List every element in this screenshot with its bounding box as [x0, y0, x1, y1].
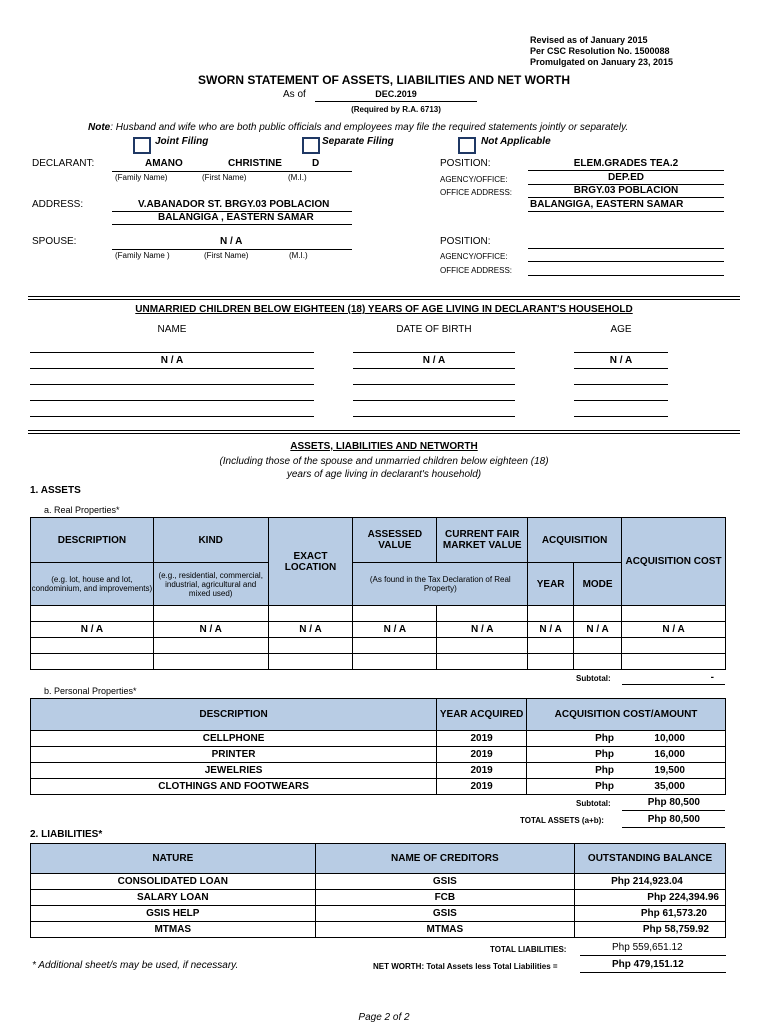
form-title: SWORN STATEMENT OF ASSETS, LIABILITIES AND NET WORTH: [198, 73, 570, 87]
joint-filing-checkbox[interactable]: [133, 137, 151, 154]
liability-row: [31, 890, 726, 906]
office-address-label: OFFICE ADDRESS:: [440, 188, 513, 197]
liability-creditor[interactable]: GSIS: [315, 874, 575, 890]
personal-row-amount[interactable]: 10,000: [654, 733, 685, 744]
real-fair-market-value-header: CURRENT FAIR MARKET VALUE: [437, 518, 528, 563]
real-assessed-value-header: ASSESSED VALUE: [353, 518, 437, 563]
note-label: Note: [88, 122, 111, 133]
real-tax-note: (As found in the Tax Declaration of Real Property): [353, 563, 528, 606]
address-label: ADDRESS:: [32, 199, 84, 210]
as-of-value[interactable]: DEC.2019: [375, 89, 417, 99]
real-row-year[interactable]: N / A: [528, 622, 574, 638]
required-by: (Required by R.A. 6713): [351, 105, 441, 114]
declarant-mi[interactable]: D: [312, 158, 320, 169]
assets-label: 1. ASSETS: [30, 485, 81, 496]
position-label: POSITION:: [440, 158, 491, 169]
personal-row-currency: Php: [595, 733, 614, 744]
total-assets-value: Php 80,500: [647, 814, 700, 825]
real-description-sub: (e.g. lot, house and lot, condominium, and improvements): [31, 563, 154, 606]
personal-row-amount[interactable]: 16,000: [654, 749, 685, 760]
personal-year-header: YEAR ACQUIRED: [437, 699, 527, 731]
personal-row-description[interactable]: JEWELRIES: [31, 763, 437, 779]
personal-row-description[interactable]: PRINTER: [31, 747, 437, 763]
liability-creditor[interactable]: MTMAS: [315, 922, 575, 938]
liability-balance[interactable]: Php 58,759.92: [575, 922, 726, 938]
separate-filing-label: Separate Filing: [322, 136, 394, 147]
liability-balance[interactable]: Php 61,573.20: [575, 906, 726, 922]
joint-filing-label: Joint Filing: [155, 136, 209, 147]
note-text: : Husband and wife who are both public officials and employees may file the required statements jointly or separately.: [110, 122, 629, 133]
revision-line-2: Per CSC Resolution No. 1500088: [530, 46, 670, 56]
declarant-family-name[interactable]: AMANO: [145, 158, 183, 169]
real-acquisition-cost-header: ACQUISITION COST: [622, 518, 726, 606]
alnw-title: ASSETS, LIABILITIES AND NETWORTH: [290, 441, 478, 452]
real-property-row: [31, 622, 726, 638]
liability-creditor[interactable]: GSIS: [315, 906, 575, 922]
real-row-cost[interactable]: N / A: [622, 622, 726, 638]
revision-line-1: Revised as of January 2015: [530, 35, 648, 45]
declarant-first-name[interactable]: CHRISTINE: [228, 158, 282, 169]
filing-note: [88, 122, 628, 133]
alnw-subtitle-2: years of age living in declarant's household): [286, 469, 482, 480]
personal-row: [31, 731, 726, 747]
personal-row-year[interactable]: 2019: [437, 763, 527, 779]
declarant-office-address-1[interactable]: BRGY.03 POBLACION: [573, 185, 679, 196]
personal-row: [31, 747, 726, 763]
personal-row-currency: Php: [595, 781, 614, 792]
children-name-header: NAME: [157, 324, 187, 335]
first-name-caption: (First Name): [202, 173, 247, 182]
not-applicable-label: Not Applicable: [481, 136, 551, 147]
total-assets-label: TOTAL ASSETS (a+b):: [520, 816, 604, 825]
children-dob-header: DATE OF BIRTH: [396, 324, 472, 335]
declarant-agency[interactable]: DEP.ED: [608, 172, 644, 183]
spouse-agency-label: AGENCY/OFFICE:: [440, 252, 508, 261]
personal-row-description[interactable]: CELLPHONE: [31, 731, 437, 747]
child-name[interactable]: N / A: [160, 355, 184, 366]
address-line-1[interactable]: V.ABANADOR ST. BRGY.03 POBLACION: [138, 199, 330, 210]
personal-row-currency: Php: [595, 765, 614, 776]
liabilities-table: [30, 843, 726, 938]
personal-row: [31, 779, 726, 795]
real-properties-label: a. Real Properties*: [44, 505, 120, 515]
section-divider: [28, 296, 740, 300]
section-divider-2: [28, 430, 740, 434]
personal-row-year[interactable]: 2019: [437, 747, 527, 763]
liability-nature[interactable]: MTMAS: [31, 922, 316, 938]
liability-nature[interactable]: SALARY LOAN: [31, 890, 316, 906]
liability-creditor[interactable]: FCB: [315, 890, 575, 906]
children-title: UNMARRIED CHILDREN BELOW EIGHTEEN (18) YEARS OF AGE LIVING IN DECLARANT'S HOUSEHOLD: [135, 304, 633, 315]
personal-row-amount[interactable]: 19,500: [654, 765, 685, 776]
real-subtotal-value: -: [710, 672, 714, 683]
real-properties-table: [30, 517, 726, 670]
declarant-position[interactable]: ELEM.GRADES TEA.2: [573, 158, 679, 169]
personal-row-currency: Php: [595, 749, 614, 760]
real-kind-sub: (e.g., residential, commercial, industrial, agricultural and mixed used): [153, 563, 268, 606]
liability-balance[interactable]: Php 214,923.04: [575, 874, 726, 890]
real-year-header: YEAR: [528, 563, 574, 606]
personal-subtotal-value: Php 80,500: [647, 797, 700, 808]
address-line-2[interactable]: BALANGIGA , EASTERN SAMAR: [158, 212, 314, 223]
personal-description-header: DESCRIPTION: [31, 699, 437, 731]
revision-line-3: Promulgated on January 23, 2015: [530, 57, 674, 67]
total-liabilities-label: TOTAL LIABILITIES:: [490, 945, 567, 954]
alnw-subtitle-1: (Including those of the spouse and unmarried children below eighteen (18): [219, 456, 549, 467]
real-row-location[interactable]: N / A: [268, 622, 353, 638]
footnote: * Additional sheet/s may be used, if necessary.: [32, 960, 239, 971]
real-exact-location-header: EXACT LOCATION: [268, 518, 353, 606]
real-row-mode[interactable]: N / A: [574, 622, 622, 638]
revision-info: [530, 35, 673, 68]
spouse-first-name-caption: (First Name): [204, 251, 249, 260]
real-row-kind[interactable]: N / A: [153, 622, 268, 638]
personal-row: [31, 763, 726, 779]
declarant-label: DECLARANT:: [32, 158, 95, 169]
liabilities-label: 2. LIABILITIES*: [30, 829, 103, 840]
spouse-family-name-caption: (Family Name ): [115, 251, 170, 260]
liability-row: [31, 874, 726, 890]
spouse-office-address-label: OFFICE ADDRESS:: [440, 266, 513, 275]
personal-row-description[interactable]: CLOTHINGS AND FOOTWEARS: [31, 779, 437, 795]
not-applicable-checkbox[interactable]: [458, 137, 476, 154]
personal-properties-table: [30, 698, 726, 795]
spouse-mi-caption: (M.I.): [289, 251, 308, 260]
liability-balance[interactable]: Php 224,394.96: [575, 890, 726, 906]
real-acquisition-header: ACQUISITION: [528, 518, 622, 563]
liabilities-creditor-header: NAME OF CREDITORS: [315, 844, 575, 874]
real-mode-header: MODE: [574, 563, 622, 606]
spouse-label: SPOUSE:: [32, 236, 77, 247]
separate-filing-checkbox[interactable]: [302, 137, 320, 154]
spouse-position-label: POSITION:: [440, 236, 491, 247]
liability-nature[interactable]: CONSOLIDATED LOAN: [31, 874, 316, 890]
child-age[interactable]: N / A: [609, 355, 633, 366]
liabilities-balance-header: OUTSTANDING BALANCE: [575, 844, 726, 874]
real-row-market[interactable]: N / A: [437, 622, 528, 638]
child-dob[interactable]: N / A: [422, 355, 446, 366]
personal-cost-header: ACQUISITION COST/AMOUNT: [527, 699, 726, 731]
liability-nature[interactable]: GSIS HELP: [31, 906, 316, 922]
declarant-office-address-2[interactable]: BALANGIGA, EASTERN SAMAR: [530, 199, 684, 210]
real-row-description[interactable]: N / A: [31, 622, 154, 638]
as-of-label: As of: [283, 89, 306, 100]
real-description-header: DESCRIPTION: [31, 518, 154, 563]
liability-row: [31, 906, 726, 922]
real-kind-header: KIND: [153, 518, 268, 563]
personal-subtotal-label: Subtotal:: [576, 799, 611, 808]
children-age-header: AGE: [610, 324, 632, 335]
mi-caption: (M.I.): [288, 173, 307, 182]
personal-row-year[interactable]: 2019: [437, 731, 527, 747]
real-subtotal-label: Subtotal:: [576, 674, 611, 683]
family-name-caption: (Family Name): [115, 173, 168, 182]
spouse-name[interactable]: N / A: [220, 236, 243, 247]
page-number: Page 2 of 2: [358, 1012, 410, 1023]
personal-properties-label: b. Personal Properties*: [44, 686, 137, 696]
personal-row-amount[interactable]: 35,000: [654, 781, 685, 792]
personal-row-year[interactable]: 2019: [437, 779, 527, 795]
agency-label: AGENCY/OFFICE:: [440, 175, 508, 184]
liability-row: [31, 922, 726, 938]
net-worth-value: Php 479,151.12: [612, 959, 684, 970]
total-liabilities-value: Php 559,651.12: [612, 942, 683, 953]
real-row-assessed[interactable]: N / A: [353, 622, 437, 638]
net-worth-label: NET WORTH: Total Assets less Total Liabilities =: [373, 962, 558, 971]
liabilities-nature-header: NATURE: [31, 844, 316, 874]
